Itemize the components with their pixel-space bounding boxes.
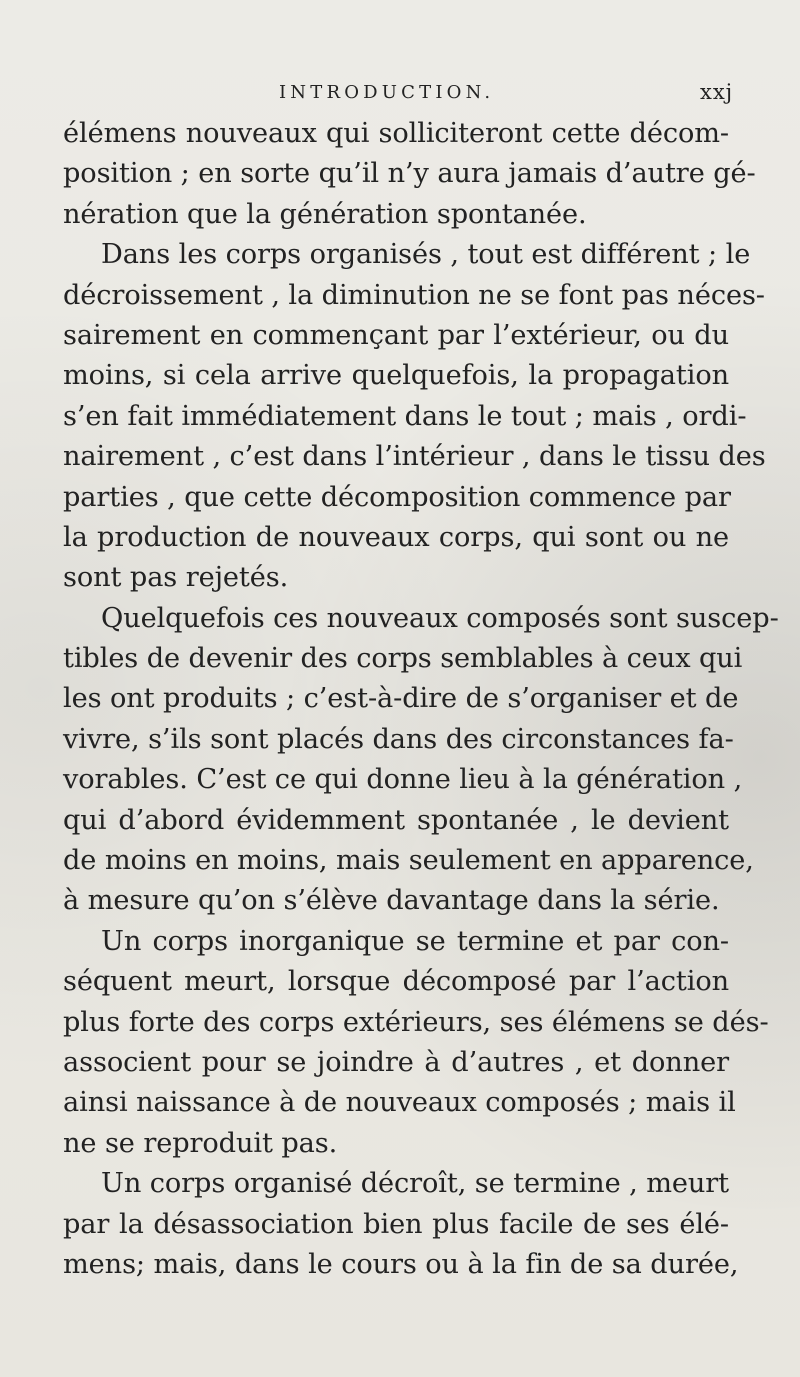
text-line: vorables. C’est ce qui donne lieu à la génération , <box>63 764 743 796</box>
text-line: moins, si cela arrive quelquefois, la propagation <box>63 360 729 392</box>
text-line: séquent meurt, lorsque décomposé par l’action <box>63 966 729 998</box>
text-line: ainsi naissance à de nouveaux composés ; mais il <box>63 1087 736 1119</box>
text-line: les ont produits ; c’est-à-dire de s’organiser et de <box>63 683 739 715</box>
text-line: élémens nouveaux qui solliciteront cette décom- <box>63 118 729 149</box>
text-line: nairement , c’est dans l’intérieur , dans le tissu des <box>63 441 766 473</box>
text-line: décroissement , la diminution ne se font pas néces- <box>63 279 765 311</box>
text-line: s’en fait immédiatement dans le tout ; mais , ordi- <box>63 400 747 432</box>
text-line: plus forte des corps extérieurs, ses élémens se dés- <box>63 1006 769 1038</box>
text-line: nération que la génération spontanée. <box>63 198 587 230</box>
text-line: parties , que cette décomposition commence par <box>63 481 731 513</box>
text-line: mens; mais, dans le cours ou à la fin de sa durée, <box>63 1248 739 1280</box>
running-title: INTRODUCTION. <box>279 82 495 103</box>
body-text <box>63 114 779 1285</box>
text-line: la production de nouveaux corps, qui sont ou ne <box>63 521 729 553</box>
text-line: de moins en moins, mais seulement en apparence, <box>63 845 754 877</box>
text-line: Quelquefois ces nouveaux composés sont suscep- <box>101 602 779 634</box>
text-line: à mesure qu’on s’élève davantage dans la série. <box>63 885 720 917</box>
page-header <box>0 74 800 114</box>
text-line: qui d’abord évidemment spontanée , le devient <box>63 804 729 836</box>
text-line: position ; en sorte qu’il n’y aura jamais d’autre gé- <box>63 158 756 190</box>
text-line: Un corps inorganique se termine et par con- <box>101 925 729 957</box>
text-line: tibles de devenir des corps semblables à ceux qui <box>63 643 743 675</box>
text-line: sont pas rejetés. <box>63 562 289 594</box>
text-line: ne se reproduit pas. <box>63 1127 338 1159</box>
text-line: par la désassociation bien plus facile de ses élé- <box>63 1208 729 1240</box>
text-line: sairement en commençant par l’extérieur, ou du <box>63 319 729 351</box>
text-line: Dans les corps organisés , tout est différent ; le <box>101 239 751 271</box>
text-line: associent pour se joindre à d’autres , et donner <box>63 1046 729 1078</box>
text-line: Un corps organisé décroît, se termine , meurt <box>101 1168 730 1200</box>
text-line: vivre, s’ils sont placés dans des circonstances fa- <box>63 723 734 755</box>
page-number: xxj <box>700 80 734 104</box>
